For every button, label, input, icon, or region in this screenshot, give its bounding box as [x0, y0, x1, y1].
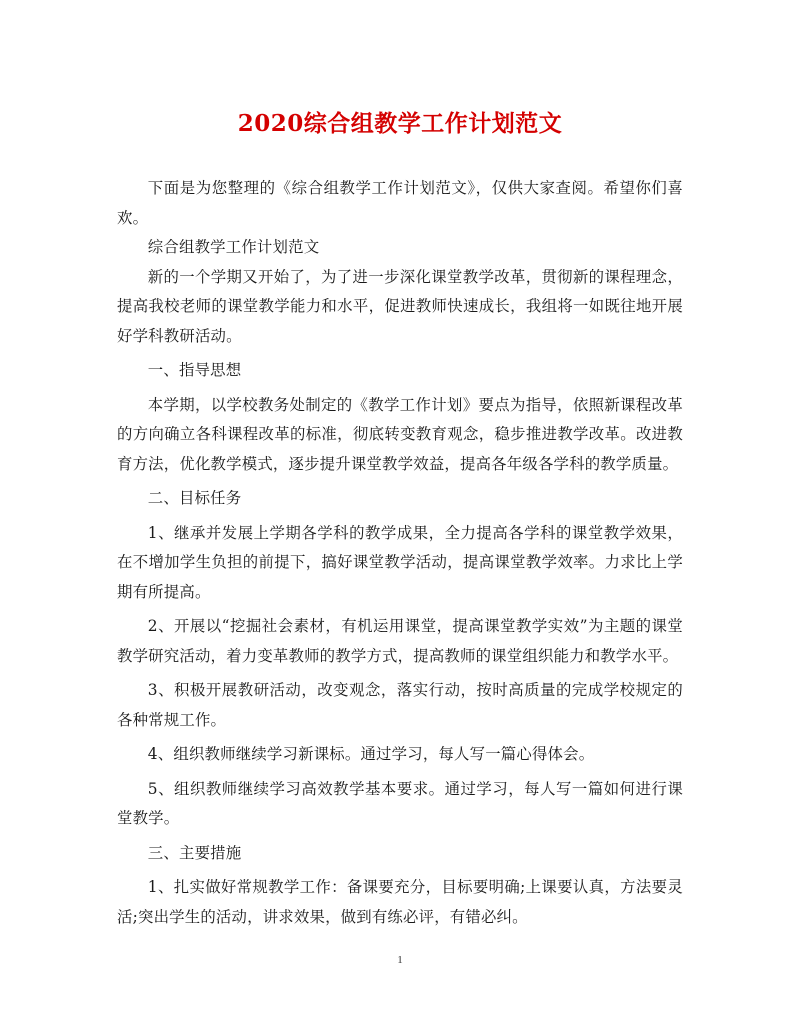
list-item: 1、继承并发展上学期各学科的教学成果，全力提高各学科的课堂教学效果，在不增加学生负担的前提下，搞好课堂教学活动，提高课堂教学效率。力求比上学期有所提高。 [117, 523, 683, 601]
document-body [117, 174, 683, 932]
intro-paragraph: 下面是为您整理的《综合组教学工作计划范文》，仅供大家查阅。希望你们喜欢。 [117, 179, 683, 227]
list-item: 5、组织教师继续学习高效教学基本要求。通过学习，每人写一篇如何进行课堂教学。 [117, 779, 683, 827]
list-item: 1、扎实做好常规教学工作：备课要充分，目标要明确;上课要认真，方法要灵活;突出学生的活动，讲求效果，做到有练必评，有错必纠。 [117, 878, 683, 926]
list-item: 2、开展以“挖掘社会素材，有机运用课堂，提高课堂教学实效”为主题的课堂教学研究活动，着力变革教师的教学方式，提高教师的课堂组织能力和教学水平。 [117, 617, 683, 665]
body-paragraph: 本学期，以学校教务处制定的《教学工作计划》要点为指导，依照新课程改革的方向确立各科课程改革的标准，彻底转变教育观念，稳步推进教学改革。改进教育方法，优化教学模式，逐步提升课堂教学效益，提高各年级各学科的教学质量。 [117, 395, 683, 473]
subtitle-paragraph: 综合组教学工作计划范文 [147, 238, 320, 256]
body-paragraph: 新的一个学期又开始了，为了进一步深化课堂教学改革，贯彻新的课程理念，提高我校老师的课堂教学能力和水平，促进教师快速成长，我组将一如既往地开展好学科教研活动。 [117, 267, 683, 345]
document-title: 2020综合组教学工作计划范文 [237, 110, 563, 137]
section-heading: 三、主要措施 [147, 843, 242, 862]
list-item: 3、积极开展教研活动，改变观念，落实行动，按时高质量的完成学校规定的各种常规工作。 [117, 681, 683, 729]
section-heading: 二、目标任务 [147, 489, 242, 507]
page-number: 1 [397, 954, 403, 966]
list-item: 4、组织教师继续学习新课标。通过学习，每人写一篇心得体会。 [147, 745, 595, 763]
section-heading: 一、指导思想 [147, 361, 242, 379]
